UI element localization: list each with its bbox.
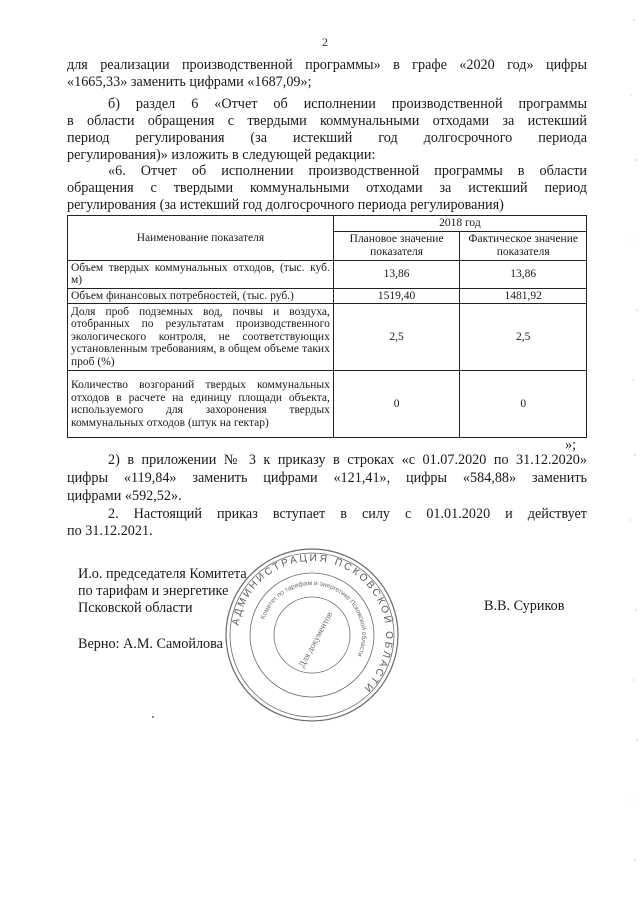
header-year: 2018 год [333, 216, 586, 232]
closing-quote: »; [565, 437, 577, 453]
row-name: Количество возгораний твердых коммунальных отходов в расчете на единицу площади объекта, используемого для захоронения твердых коммунальных отходов (штук на гектар) [68, 371, 334, 438]
table-row [68, 288, 587, 304]
row-name: Объем твердых коммунальных отходов, (тыс. куб. м) [68, 260, 334, 288]
header-planned: Плановое значение показателя [333, 231, 460, 260]
row-planned: 0 [333, 371, 460, 438]
paragraph-2-line-3: период регулирования (за истекший год долгосрочного периода [67, 130, 587, 146]
page-number: 2 [322, 35, 328, 49]
paragraph-4-line-2: цифры «119,84» заменить цифрами «121,41», цифры «584,88» заменить [67, 470, 587, 486]
row-planned: 13,86 [333, 260, 460, 288]
signatory-title-line-1: И.о. председателя Комитета [78, 566, 247, 582]
paragraph-5-line-1: 2. Настоящий приказ вступает в силу с 01.01.2020 и действует [108, 506, 587, 522]
stamp-outer-text: АДМИНИСТРАЦИЯ ПСКОВСКОЙ ОБЛАСТИ [230, 552, 395, 696]
table-row [68, 260, 587, 288]
report-table [67, 215, 587, 438]
paragraph-2-line-1: б) раздел 6 «Отчет об исполнении производственной программы [108, 96, 587, 112]
paragraph-5-line-2: по 31.12.2021. [67, 523, 153, 539]
row-actual: 13,86 [460, 260, 587, 288]
header-actual: Фактическое значение показателя [460, 231, 587, 260]
speck [152, 716, 154, 718]
official-stamp [222, 545, 402, 725]
paragraph-1-line-2: «1665,33» заменить цифрами «1687,09»; [67, 74, 312, 90]
row-planned: 1519,40 [333, 288, 460, 304]
table-row [68, 304, 587, 371]
row-planned: 2,5 [333, 304, 460, 371]
paragraph-4-line-1: 2) в приложении № 3 к приказу в строках «с 01.07.2020 по 31.12.2020» [108, 452, 587, 468]
signatory-title-line-3: Псковской области [78, 600, 193, 616]
stamp-center-text: Для документов [296, 609, 335, 670]
header-indicator-name: Наименование показателя [68, 216, 334, 261]
paragraph-2-line-2: в области обращения с твердыми коммунальными отходами за истекший [67, 113, 587, 129]
row-actual: 0 [460, 371, 587, 438]
signatory-name: В.В. Суриков [484, 598, 565, 614]
table-header-row [68, 216, 587, 232]
signatory-title-line-2: по тарифам и энергетике [78, 583, 229, 599]
verified-by: Верно: А.М. Самойлова [78, 636, 223, 652]
paragraph-1-line-1: для реализации производственной программы» в графе «2020 год» цифры [67, 57, 587, 73]
paragraph-2-line-4: регулирования)» изложить в следующей редакции: [67, 147, 376, 163]
row-actual: 2,5 [460, 304, 587, 371]
paragraph-3-line-1: «6. Отчет об исполнении производственной программы в области [108, 163, 587, 179]
scan-edge-noise [628, 0, 640, 905]
row-actual: 1481,92 [460, 288, 587, 304]
row-name: Объем финансовых потребностей, (тыс. руб.) [68, 288, 334, 304]
row-name: Доля проб подземных вод, почвы и воздуха, отобранных по результатам производственного экологического контроля, не соответствующих установленным требованиям, в общем объеме таких проб (%) [68, 304, 334, 371]
stamp-inner-text: Комитет по тарифам и энергетике Псковской области [259, 579, 368, 658]
table-row [68, 371, 587, 438]
paragraph-4-line-3: цифрами «592,52». [67, 488, 182, 504]
paragraph-3-line-3: регулирования (за истекший год долгосрочного периода регулирования) [67, 197, 504, 213]
paragraph-3-line-2: обращения с твердыми коммунальными отходами за истекший период [67, 180, 587, 196]
